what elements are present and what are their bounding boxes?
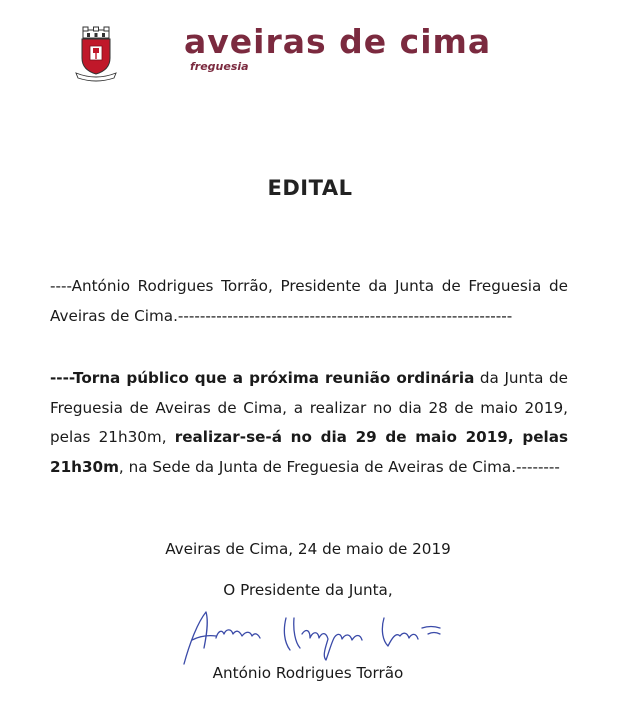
announcement-bold: Torna público que a próxima reunião ordinária [72,369,475,387]
location-text: , na Sede da Junta de Freguesia de Aveiras de Cima. [118,457,517,476]
paragraph-text: ----António Rodrigues Torrão, Presidente da Junta de Freguesia de Aveiras de Cima. [50,277,568,325]
dash-filler: ------------------------------------------------------------- [177,306,513,325]
brand-name: aveiras de cima [184,22,492,61]
dash-filler: -------- [516,457,560,476]
new-date-bold: realizar-se-á no dia 29 de maio 2019, pelas 21h30m [50,428,568,476]
lead-dashes: ---- [50,369,73,387]
place-and-date: Aveiras de Cima, 24 de maio de 2019 [165,540,451,558]
signer-role: O Presidente da Junta, [223,581,393,599]
handwritten-signature [176,598,456,668]
letterhead [0,0,642,90]
paragraph-announcement [50,364,568,482]
signer-name: António Rodrigues Torrão [212,664,404,682]
coat-of-arms-icon [68,26,124,82]
announcement-text: da Junta de Freguesia de Aveiras de Cima, a realizar no dia 28 de maio 2019, pelas 21h30m, [50,369,568,446]
brand-subtitle: freguesia [190,60,249,73]
brand-logo [184,22,514,82]
paragraph-presidente [50,272,568,331]
document-title: EDITAL [267,176,353,200]
